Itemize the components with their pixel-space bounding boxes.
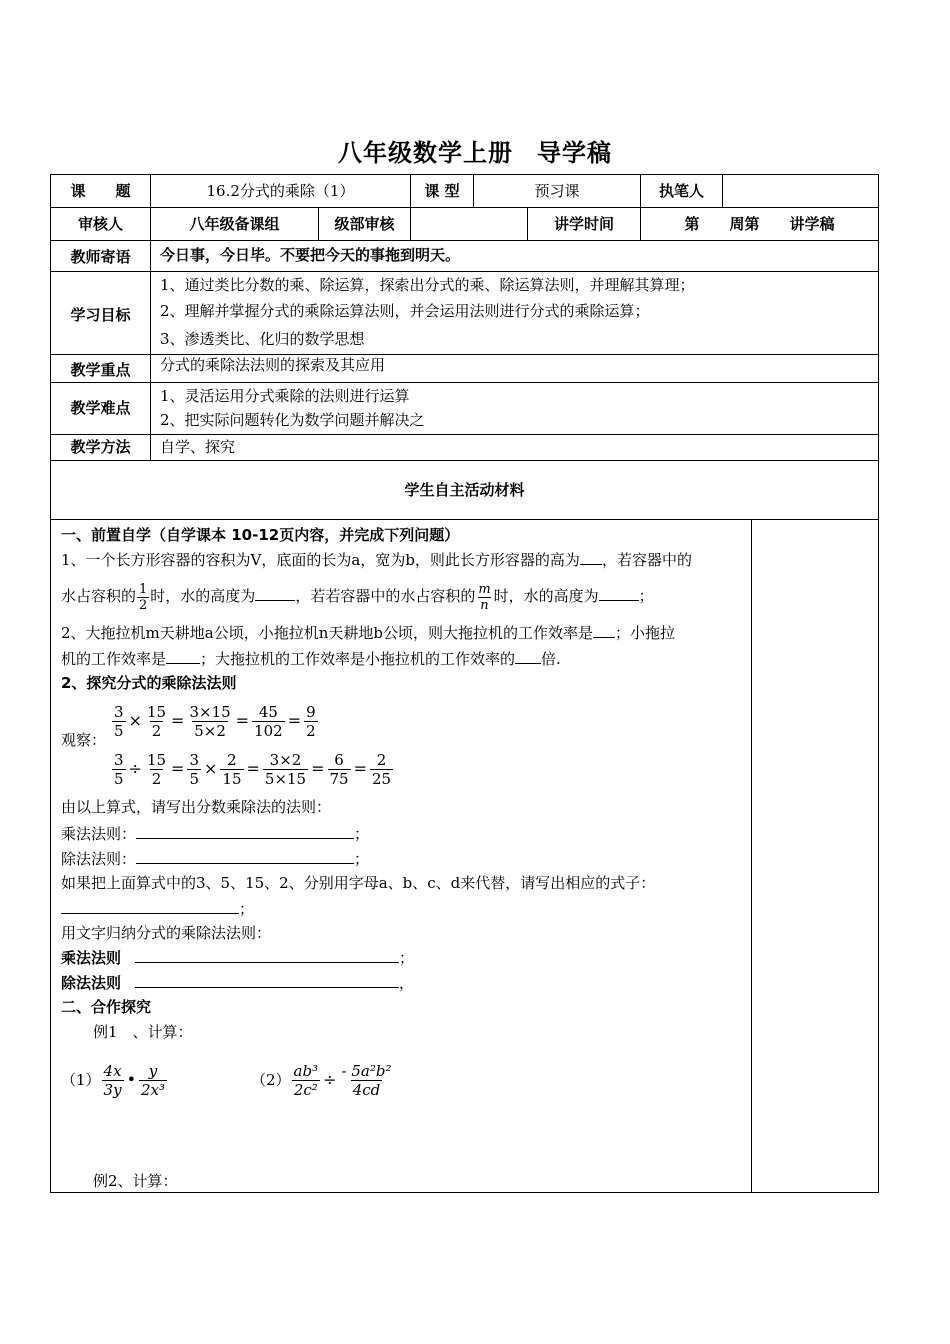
key-value: 分式的乘除法法则的探索及其应用 [160, 356, 386, 374]
time-label: 讲学时间 [553, 215, 614, 233]
title-main: 八年级数学上册 [338, 139, 513, 167]
topic-value: 16.2分式的乘除（1） [206, 182, 355, 200]
example-2-title: 例2、计算： [93, 1172, 178, 1190]
goal-item: 2、理解并掌握分式的乘除运算法则，并会运用法则进行分式的乘除运算； [160, 302, 650, 320]
equation-1: $\frac{3}{5}$ × $\frac{15}{2}$ = $\frac{3\times 15}{5\times 2}$ = $\frac{45}{102}$ = $\frac{9}{2}$ [114, 702, 316, 740]
difficulty-label: 教学难点 [70, 399, 131, 417]
reviewer-value: 八年级备课组 [189, 215, 280, 233]
question-2-line1: 2、大拖拉机m天耕地a公顷，小拖拉机n天耕地b公顷，则大拖拉机的工作效率是 ；小拖拉 [61, 624, 675, 642]
lesson-table [50, 174, 879, 1193]
question-1-line1: 1、一个长方形容器的容积为V，底面的长为a，宽为b，则此长方形容器的高为 ，若容器中的 [61, 551, 692, 569]
summary-prompt: 用文字归纳分式的乘除法法则： [61, 924, 272, 942]
type-label: 课 型 [424, 182, 460, 200]
div-rule-line: 除法法则： ； [61, 850, 370, 868]
mult-rule-line: 乘法法则： ； [61, 825, 370, 843]
example-1-title: 例1 、计算： [93, 1023, 193, 1041]
question-1-line2: 水占容积的 $\frac{1}{2}$ 时，水的高度为 ，若若容器中的水占容积的 $\frac{m}{n}$ 时，水的高度为 ； [61, 581, 654, 613]
difficulty-item: 2、把实际问题转化为数学问题并解决之 [160, 411, 425, 429]
author-label: 执笔人 [658, 182, 704, 200]
rule-prompt: 由以上算式，请写出分数乘除法的法则： [61, 798, 332, 816]
observe-label: 观察： [61, 731, 107, 749]
mult-rule-summary: 乘法法则 ； [61, 949, 415, 967]
section-title: 学生自主活动材料 [404, 481, 525, 499]
message-value: 今日事，今日毕。不要把今天的事拖到明天。 [160, 246, 461, 264]
dept-label: 级部审核 [334, 215, 395, 233]
key-label: 教学重点 [70, 361, 131, 379]
difficulty-item: 1、灵活运用分式乘除的法则进行运算 [160, 387, 410, 405]
fraction-m-over-n: $\frac{m}{n}$ [478, 581, 491, 613]
example-1-expr-2: （2） $\frac{\text{ab³}}{\text{2c²}}$ ÷ $\frac{\text{- 5a²b²}}{4cd}$ [251, 1061, 392, 1099]
goals-label: 学习目标 [70, 306, 131, 324]
part2-heading: 二、合作探究 [61, 998, 152, 1016]
topic-label: 课 题 [70, 182, 131, 200]
page-title [0, 133, 950, 168]
explore-heading: 2、探究分式的乘除法法则 [61, 674, 237, 692]
part1-heading: 一、前置自学（自学课本 10-12页内容，并完成下列问题） [61, 526, 460, 544]
title-sub: 导学稿 [537, 139, 612, 167]
method-value: 自学、探究 [160, 438, 236, 456]
reviewer-label: 审核人 [77, 215, 123, 233]
time-value: 第 周第 讲学稿 [684, 215, 835, 233]
method-label: 教学方法 [70, 438, 131, 456]
goal-item: 3、渗透类比、化归的数学思想 [160, 330, 365, 348]
div-rule-summary: 除法法则 ， [61, 974, 415, 992]
type-value: 预习课 [534, 182, 580, 200]
equation-2: $\frac{3}{5}$ ÷ $\frac{15}{2}$ = $\frac{3}{5}$ × $\frac{2}{15}$ = $\frac{3\times 2}{5\times 15}$ = $\frac{6}{75}$ = $\frac{2}{25}$ [114, 750, 392, 788]
letters-answer-line: ； [61, 898, 254, 919]
letters-prompt: 如果把上面算式中的3、5、15、2、分别用字母a、b、c、d来代替，请写出相应的式子： [61, 874, 656, 892]
example-1-expr-1: （1） $\frac{4x}{3y}$ • $\frac{y}{\text{2x³}}$ [61, 1061, 166, 1099]
message-label: 教师寄语 [70, 248, 131, 266]
question-2-line2: 机的工作效率是 ；大拖拉机的工作效率是小拖拉机的工作效率的 倍. [61, 650, 561, 668]
fraction-half: $\frac{1}{2}$ [139, 581, 148, 613]
goal-item: 1、通过类比分数的乘、除运算，探索出分式的乘、除运算法则，并理解其算理； [160, 276, 695, 294]
